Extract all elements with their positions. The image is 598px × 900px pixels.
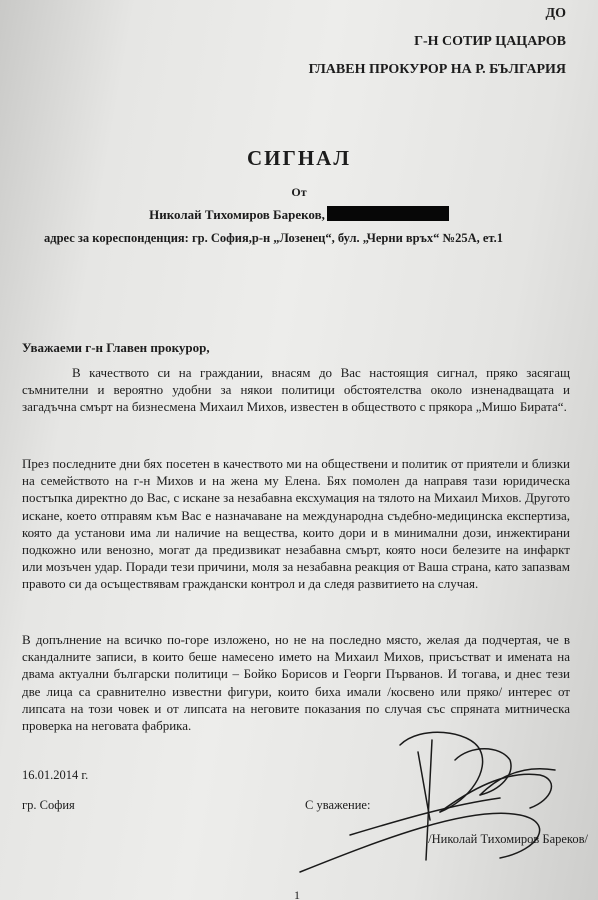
sender-address: адрес за кореспонденция: гр. София,р-н „Лозенец“, бул. „Черни връх“ №25А, ет.1 — [44, 231, 503, 245]
signature-name: /Николай Тихомиров Бареков/ — [428, 832, 588, 846]
header-to: ДО — [545, 6, 566, 21]
redaction-bar — [327, 206, 449, 221]
closing-text: С уважение: — [305, 798, 371, 812]
paragraph-text: В допълнение на всичко по-горе изложено, но не на последно място, желая да подчертая, че в скандалните записи, в които беше намесено името на Михаил Михов, присъстват и имената на двама актуални български политици – Бойко Борисов и Георги Първанов. И тогава, и днес тези две лица са сравнително известни фигури, които биха имали /косвено или пряко/ интерес от липсата на този човек и от липсата на неговите показания по случая със спряната митническа проверка на неговата фабрика. — [22, 632, 570, 734]
paragraph-text: В качеството си на граждании, внасям до Вас настоящия сигнал, пряко засягащ съмнителни и вероятно удобни за някои политици обстоятелства около изненадващата и загадъчна смърт на бизнесмена Михаил Михов, известен в обществото с прякора „Мишо Бирата“. — [22, 365, 570, 415]
salutation: Уважаеми г-н Главен прокурор, — [22, 340, 210, 355]
header-position: ГЛАВЕН ПРОКУРОР НА Р. БЪЛГАРИЯ — [308, 62, 566, 77]
paragraph — [22, 455, 570, 593]
sender-line — [0, 206, 598, 223]
header-recipient: Г-Н СОТИР ЦАЦАРОВ — [414, 34, 566, 49]
document-city: гр. София — [22, 798, 75, 812]
document-title: СИГНАЛ — [246, 146, 351, 170]
from-label: От — [291, 185, 307, 199]
sender-name: Николай Тихомиров Бареков, — [149, 207, 325, 222]
document-date: 16.01.2014 г. — [22, 768, 89, 782]
paragraph — [22, 364, 570, 416]
page-number: 1 — [294, 888, 300, 900]
paragraph — [22, 631, 570, 734]
paragraph-text: През последните дни бях посетен в качеството ми на обществени и политик от приятели и близки на семейството на г-н Михов и на жена му Елена. Бях помолен да направя тази юридическа постъпка директно до Вас, с искане за незабавна ексхумация на тялото на Михаил Михов. Другото искане, което отправям към Вас е назначаване на международна съдебно-медицинска експертиза, която да установи има ли наличие на вещества, които дори и в минимални дози, инжектирани подкожно или венозно, могат да предизвикат незабавна смърт, която носи белезите на инфаркт или мозъчен удар. Поради тези причини, моля за незабавна реакция от Ваша страна, като запазвам правото си да осъществявам граждански контрол и да следя развитието на случая. — [22, 456, 570, 592]
